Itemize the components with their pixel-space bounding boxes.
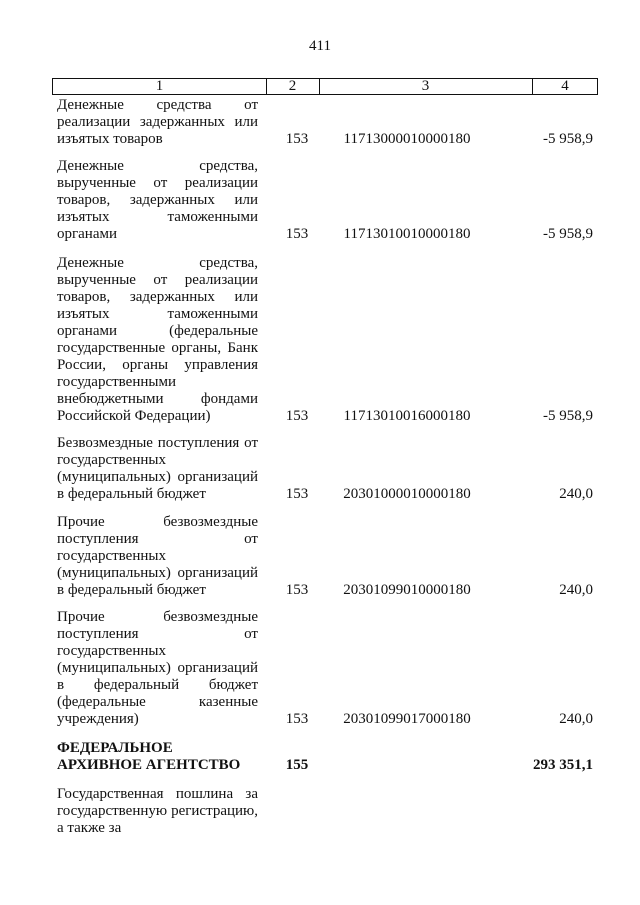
row-amount: -5 958,9 [543, 408, 593, 424]
row-code: 153 [285, 711, 309, 727]
row-amount: 240,0 [559, 582, 593, 598]
agency-title: ФЕДЕРАЛЬНОЕ АРХИВНОЕ АГЕНТСТВО [57, 740, 241, 773]
row-amount: -5 958,9 [543, 226, 593, 242]
row-kbk: 20301000010000180 [343, 486, 471, 502]
row-code: 153 [285, 486, 309, 502]
row-description: Безвозмездные поступления от государственных (муниципальных) организаций в федеральный бюджет [57, 435, 258, 502]
table-header [52, 78, 598, 95]
header-col-3: 3 [319, 79, 533, 94]
header-col-1: 1 [53, 79, 267, 94]
agency-kbk [328, 757, 486, 774]
row-description: Денежные средства, вырученные от реализации товаров, задержанных или изъятых таможенными органами [57, 158, 258, 242]
row-code: 153 [285, 226, 309, 242]
row-code: 153 [285, 408, 309, 424]
row-description: Денежные средства от реализации задержанных или изъятых товаров [57, 97, 258, 147]
header-col-4: 4 [561, 78, 569, 94]
row-description: Прочие безвозмездные поступления от государственных (муниципальных) организаций в федеральный бюджет [57, 514, 258, 598]
row-kbk: 20301099010000180 [343, 582, 471, 598]
row-kbk: 11713010016000180 [343, 408, 471, 424]
row-kbk: 11713000010000180 [343, 131, 471, 147]
row-kbk: 20301099017000180 [343, 711, 471, 727]
header-col-2: 2 [266, 79, 320, 94]
row-description: Денежные средства, вырученные от реализации товаров, задержанных или изъятых таможенными органами (федеральные государственные органы, Банк России, органы управления государственными внебюджетными фондами Российской Федерации) [57, 255, 258, 424]
row-amount: -5 958,9 [543, 131, 593, 147]
row-description: Государственная пошлина за государственную регистрацию, а также за [57, 786, 258, 836]
row-amount: 240,0 [559, 711, 593, 727]
row-kbk: 11713010010000180 [343, 226, 471, 242]
agency-code: 155 [285, 757, 309, 773]
row-code: 153 [285, 131, 309, 147]
row-code: 153 [285, 582, 309, 598]
page-number: 411 [309, 38, 331, 54]
agency-amount: 293 351,1 [533, 757, 593, 773]
row-description: Прочие безвозмездные поступления от государственных (муниципальных) организаций в федеральный бюджет (федеральные казенные учреждения) [57, 609, 258, 727]
row-amount: 240,0 [559, 486, 593, 502]
